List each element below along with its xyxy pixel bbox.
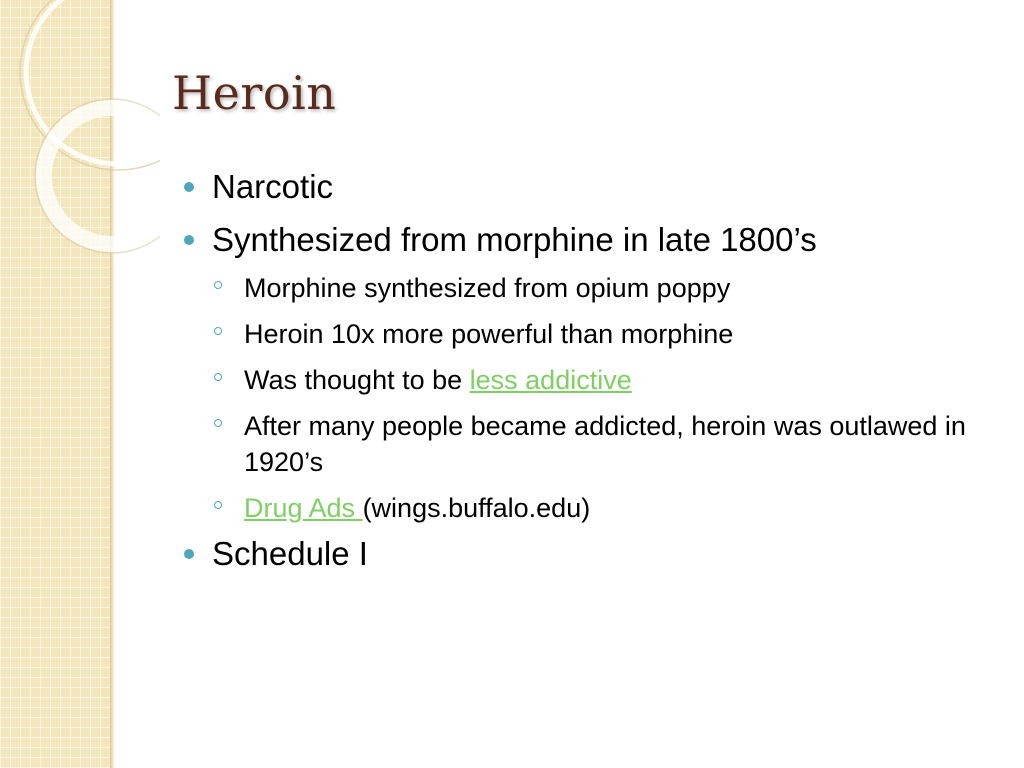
sub-bullet-less-addictive	[244, 362, 1004, 398]
sub-bullet-text: (wings.buffalo.edu)	[362, 493, 591, 523]
sub-bullet-text: After many people became addicted, heroin was outlawed in 1920’s	[244, 411, 966, 477]
drug-ads-link[interactable]: Drug Ads	[244, 493, 363, 523]
bullet-dot	[184, 549, 194, 559]
bullet-synthesized	[212, 221, 817, 259]
less-addictive-link[interactable]: less addictive	[469, 365, 632, 395]
bullet-text: Narcotic	[212, 168, 334, 205]
sub-bullet-drug-ads	[244, 490, 1004, 526]
sub-bullet-text: Heroin 10x more powerful than morphine	[244, 319, 734, 349]
sub-bullet-morphine	[244, 270, 1004, 306]
sub-bullet-ring	[214, 501, 222, 509]
decorative-rings	[0, 0, 160, 260]
sub-bullet-outlawed	[244, 408, 1004, 480]
bullet-text: Synthesized from morphine in late 1800’s	[212, 221, 817, 258]
bullet-schedule	[212, 535, 368, 573]
bullet-text: Schedule I	[212, 535, 368, 572]
sub-bullet-ring	[214, 419, 222, 427]
bullet-dot	[184, 235, 194, 245]
sub-bullet-text: Morphine synthesized from opium poppy	[244, 273, 731, 303]
sub-bullet-ring	[214, 281, 222, 289]
sub-bullet-powerful	[244, 316, 1004, 352]
sub-bullet-ring	[214, 373, 222, 381]
bullet-dot	[184, 182, 194, 192]
bullet-narcotic	[212, 168, 333, 206]
slide-title: Heroin	[172, 66, 337, 120]
sub-bullet-ring	[214, 327, 222, 335]
sub-bullet-text: Was thought to be	[244, 365, 470, 395]
